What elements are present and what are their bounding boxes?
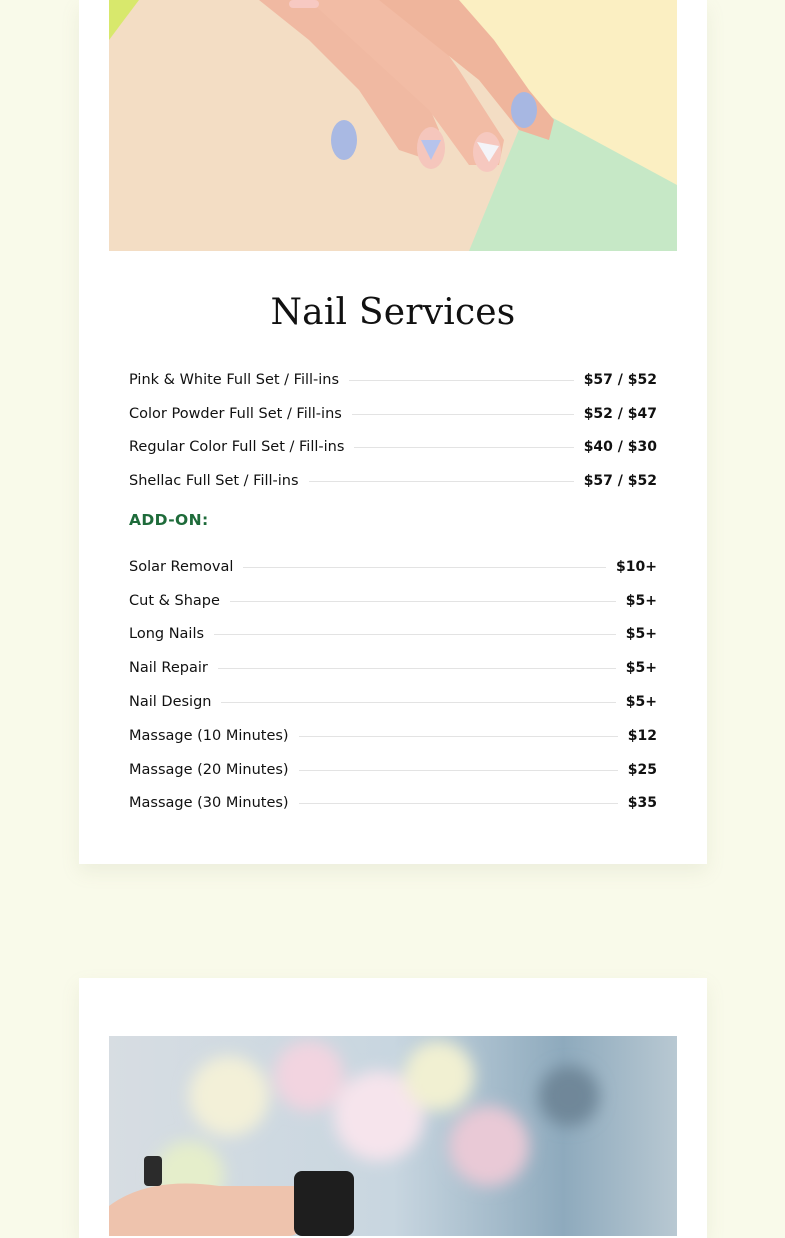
leader-line bbox=[354, 447, 573, 448]
service-row bbox=[129, 403, 657, 425]
leader-line bbox=[299, 736, 618, 737]
addon-name: Massage (20 Minutes) bbox=[129, 762, 289, 778]
leader-line bbox=[299, 803, 618, 804]
nail-polish-photo bbox=[109, 1036, 677, 1236]
addon-price: $10+ bbox=[616, 559, 657, 575]
service-row bbox=[129, 470, 657, 492]
addon-price: $35 bbox=[627, 795, 657, 811]
addon-row bbox=[129, 759, 657, 781]
addon-name: Massage (30 Minutes) bbox=[129, 795, 289, 811]
addon-price: $5+ bbox=[625, 660, 657, 676]
addon-name: Nail Design bbox=[129, 694, 212, 710]
addon-row bbox=[129, 623, 657, 645]
addon-name: Cut & Shape bbox=[129, 593, 220, 609]
service-row bbox=[129, 369, 657, 391]
addon-heading: ADD-ON: bbox=[129, 511, 209, 529]
addon-price: $5+ bbox=[625, 626, 657, 642]
addon-row bbox=[129, 792, 657, 814]
leader-line bbox=[243, 567, 606, 568]
addon-price: $12 bbox=[627, 728, 657, 744]
service-price: $57 / $52 bbox=[583, 372, 657, 388]
addon-row bbox=[129, 556, 657, 578]
addon-row bbox=[129, 657, 657, 679]
addon-price: $5+ bbox=[625, 593, 657, 609]
leader-line bbox=[352, 414, 574, 415]
nail-services-card bbox=[79, 0, 707, 864]
leader-line bbox=[309, 481, 574, 482]
next-section-card bbox=[79, 978, 707, 1238]
addon-price: $25 bbox=[627, 762, 657, 778]
leader-line bbox=[221, 702, 615, 703]
addon-row bbox=[129, 590, 657, 612]
manicured-hand-photo bbox=[109, 0, 677, 251]
addon-name: Massage (10 Minutes) bbox=[129, 728, 289, 744]
service-name: Pink & White Full Set / Fill-ins bbox=[129, 372, 340, 388]
leader-line bbox=[218, 668, 616, 669]
addon-name: Nail Repair bbox=[129, 660, 208, 676]
addon-row bbox=[129, 725, 657, 747]
service-name: Shellac Full Set / Fill-ins bbox=[129, 473, 299, 489]
leader-line bbox=[230, 601, 616, 602]
service-price: $40 / $30 bbox=[583, 439, 657, 455]
service-price: $57 / $52 bbox=[583, 473, 657, 489]
leader-line bbox=[299, 770, 618, 771]
service-price: $52 / $47 bbox=[583, 406, 657, 422]
service-name: Regular Color Full Set / Fill-ins bbox=[129, 439, 345, 455]
addon-name: Solar Removal bbox=[129, 559, 234, 575]
addon-name: Long Nails bbox=[129, 626, 205, 642]
section-title: Nail Services bbox=[270, 292, 516, 333]
service-row bbox=[129, 436, 657, 458]
leader-line bbox=[214, 634, 616, 635]
addon-row bbox=[129, 691, 657, 713]
addon-price: $5+ bbox=[625, 694, 657, 710]
leader-line bbox=[349, 380, 574, 381]
service-name: Color Powder Full Set / Fill-ins bbox=[129, 406, 342, 422]
